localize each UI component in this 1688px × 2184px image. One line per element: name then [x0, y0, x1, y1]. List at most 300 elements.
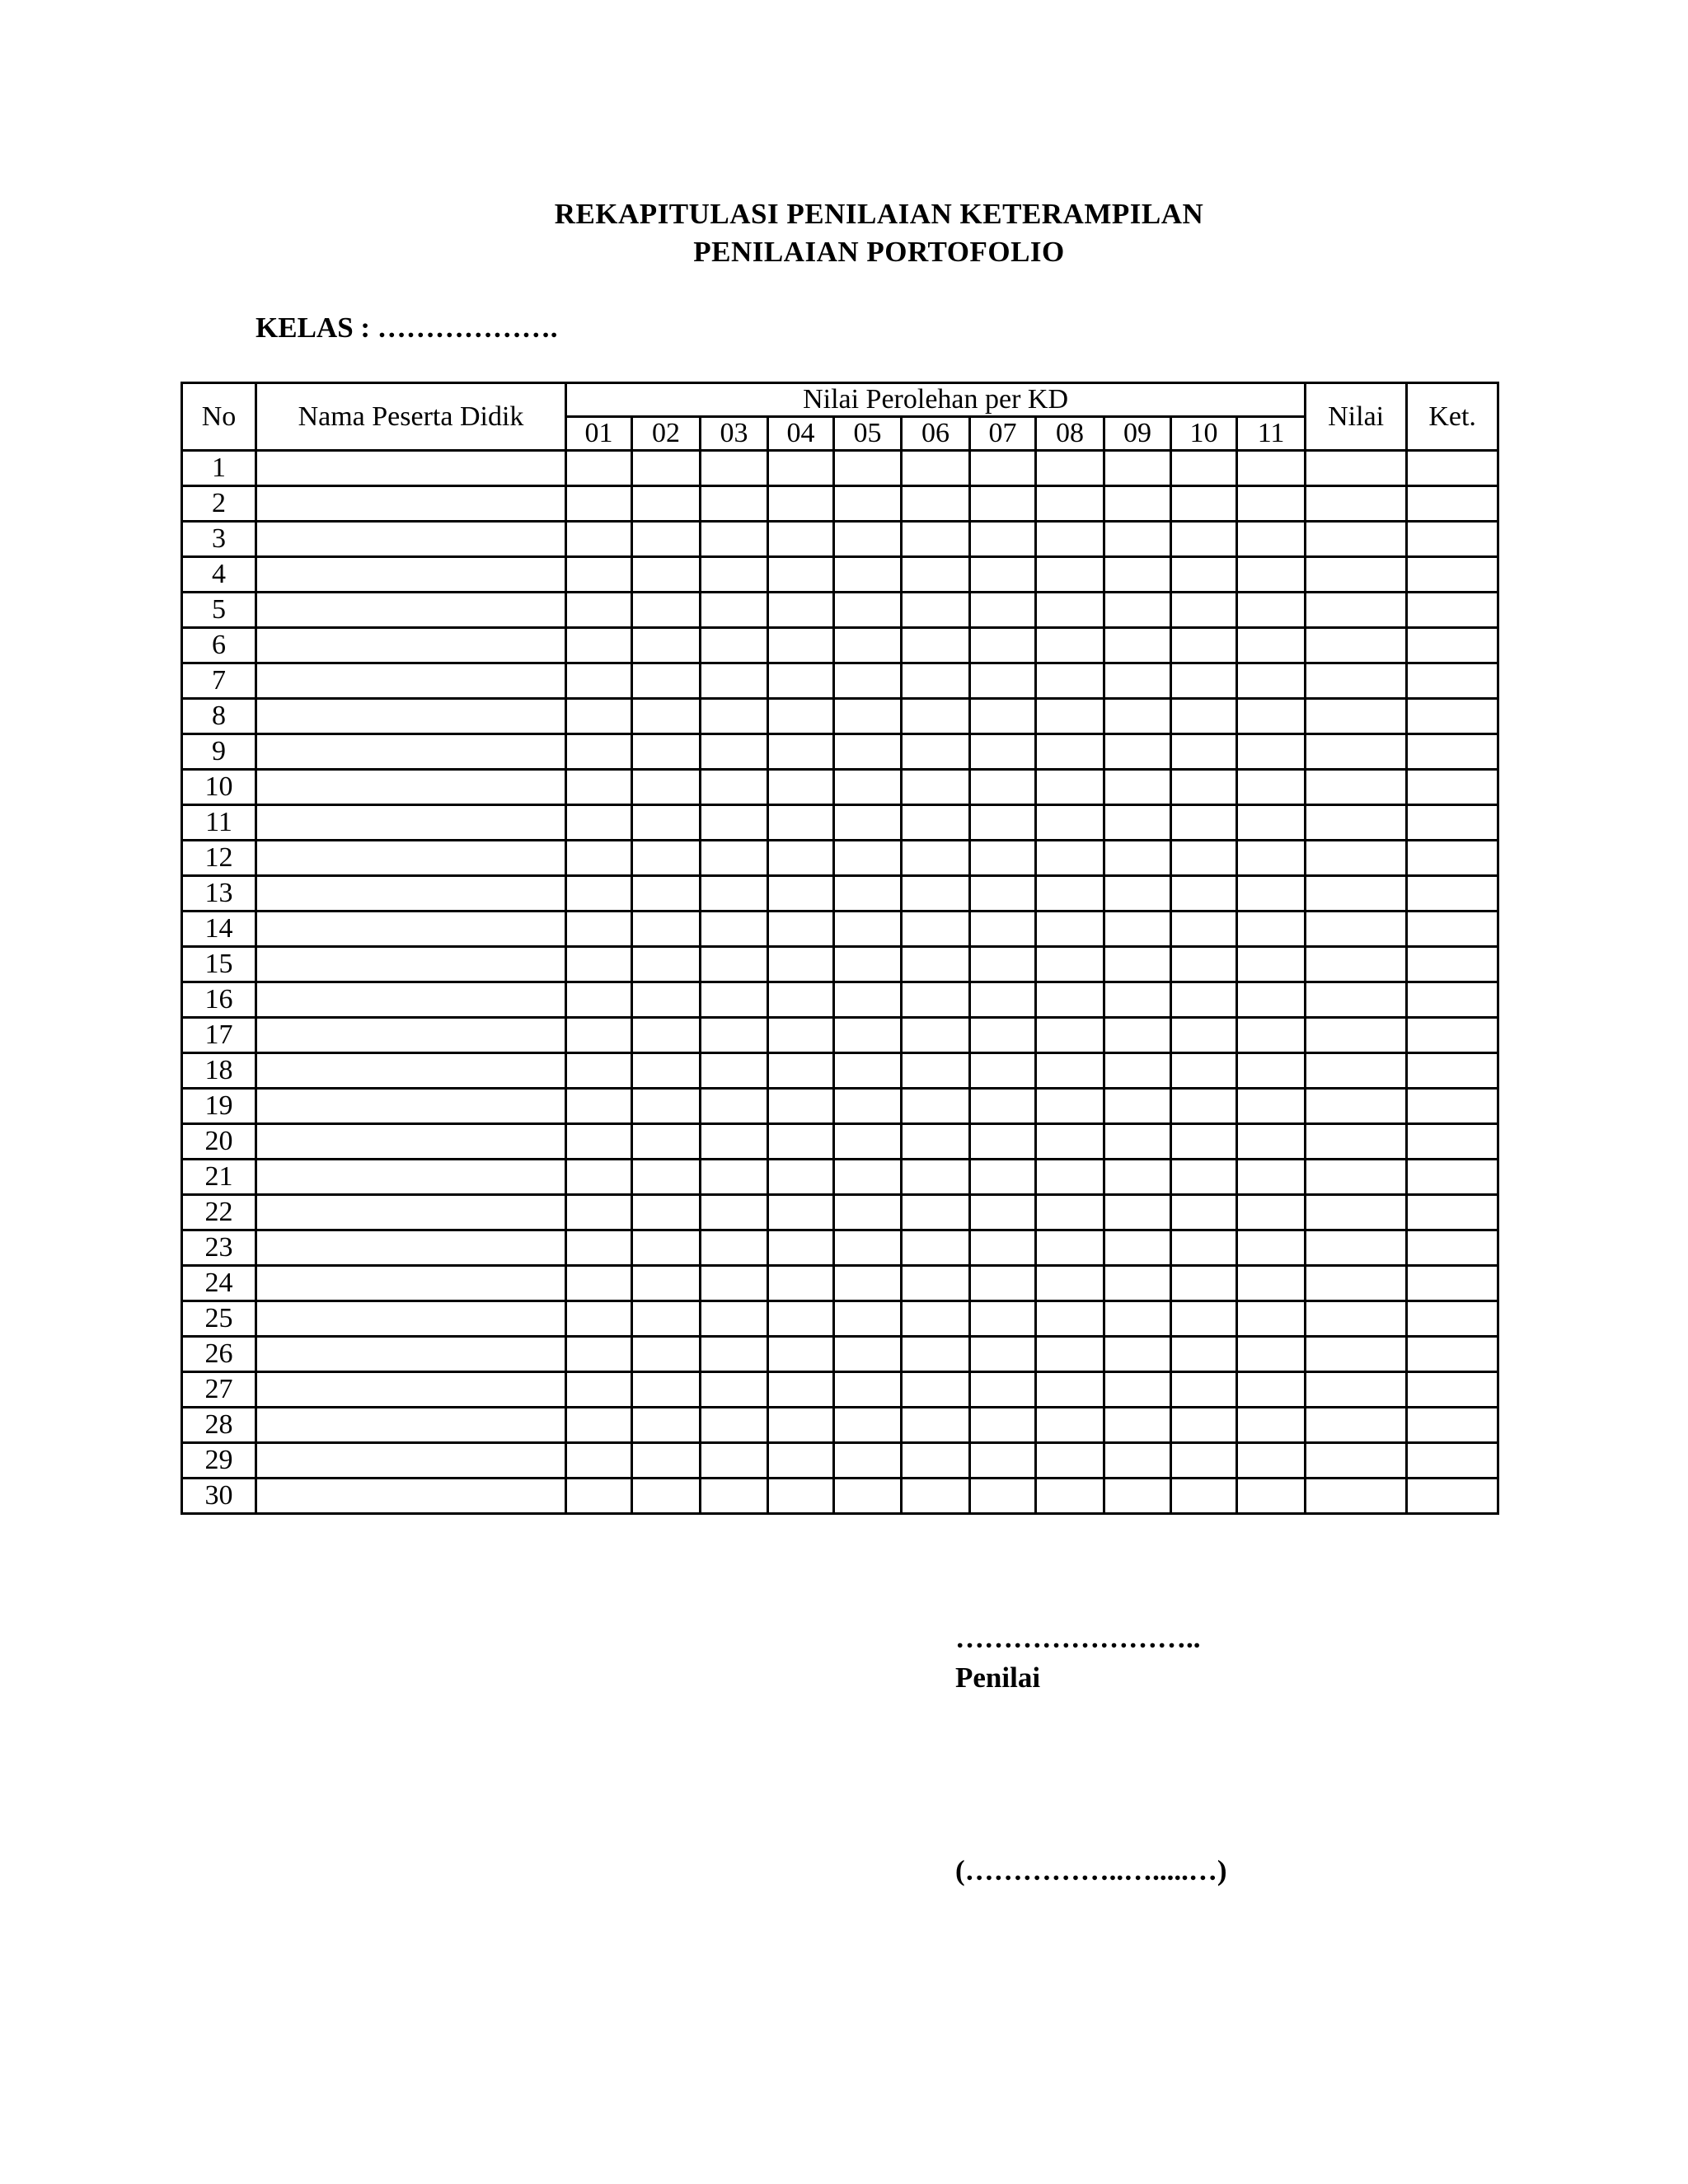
kd-score-cell[interactable] — [1036, 1230, 1104, 1266]
kd-score-cell[interactable] — [1104, 628, 1171, 663]
kd-score-cell[interactable] — [1104, 522, 1171, 557]
kd-score-cell[interactable] — [1036, 663, 1104, 699]
kd-score-cell[interactable] — [970, 1372, 1036, 1408]
kd-score-cell[interactable] — [1171, 1372, 1237, 1408]
kd-score-cell[interactable] — [1036, 1408, 1104, 1443]
kd-score-cell[interactable] — [768, 876, 834, 912]
kd-score-cell[interactable] — [566, 841, 632, 876]
kd-score-cell[interactable] — [632, 982, 701, 1018]
kd-score-cell[interactable] — [768, 1089, 834, 1124]
kd-score-cell[interactable] — [1036, 1266, 1104, 1301]
kd-score-cell[interactable] — [1104, 947, 1171, 982]
kd-score-cell[interactable] — [1171, 1018, 1237, 1053]
kd-score-cell[interactable] — [768, 1337, 834, 1372]
nilai-cell[interactable] — [1306, 1195, 1407, 1230]
ket-cell[interactable] — [1407, 1160, 1498, 1195]
name-cell[interactable] — [256, 841, 566, 876]
kd-score-cell[interactable] — [1237, 1053, 1306, 1089]
kd-score-cell[interactable] — [834, 1479, 902, 1514]
kd-score-cell[interactable] — [1171, 1301, 1237, 1337]
kd-score-cell[interactable] — [834, 1337, 902, 1372]
kd-score-cell[interactable] — [768, 1230, 834, 1266]
kd-score-cell[interactable] — [1104, 451, 1171, 486]
kd-score-cell[interactable] — [1036, 1053, 1104, 1089]
kd-score-cell[interactable] — [1104, 593, 1171, 628]
kd-score-cell[interactable] — [701, 1266, 768, 1301]
kd-score-cell[interactable] — [701, 1018, 768, 1053]
kd-score-cell[interactable] — [768, 486, 834, 522]
kd-score-cell[interactable] — [566, 1195, 632, 1230]
kd-score-cell[interactable] — [768, 1160, 834, 1195]
kd-score-cell[interactable] — [1171, 912, 1237, 947]
kd-score-cell[interactable] — [566, 912, 632, 947]
name-cell[interactable] — [256, 1053, 566, 1089]
kd-score-cell[interactable] — [1171, 1053, 1237, 1089]
name-cell[interactable] — [256, 770, 566, 805]
kd-score-cell[interactable] — [566, 1301, 632, 1337]
kd-score-cell[interactable] — [1104, 1337, 1171, 1372]
kd-score-cell[interactable] — [834, 1443, 902, 1479]
kd-score-cell[interactable] — [834, 1195, 902, 1230]
name-cell[interactable] — [256, 805, 566, 841]
kd-score-cell[interactable] — [1104, 1195, 1171, 1230]
nilai-cell[interactable] — [1306, 522, 1407, 557]
kd-score-cell[interactable] — [1237, 982, 1306, 1018]
kd-score-cell[interactable] — [632, 876, 701, 912]
kd-score-cell[interactable] — [1171, 663, 1237, 699]
kd-score-cell[interactable] — [701, 770, 768, 805]
kd-score-cell[interactable] — [970, 486, 1036, 522]
kd-score-cell[interactable] — [768, 982, 834, 1018]
kd-score-cell[interactable] — [1237, 451, 1306, 486]
name-cell[interactable] — [256, 557, 566, 593]
kd-score-cell[interactable] — [970, 912, 1036, 947]
kd-score-cell[interactable] — [1237, 770, 1306, 805]
kd-score-cell[interactable] — [632, 699, 701, 734]
kd-score-cell[interactable] — [1171, 1337, 1237, 1372]
kd-score-cell[interactable] — [1237, 805, 1306, 841]
ket-cell[interactable] — [1407, 805, 1498, 841]
kd-score-cell[interactable] — [1237, 1124, 1306, 1160]
ket-cell[interactable] — [1407, 1053, 1498, 1089]
kd-score-cell[interactable] — [970, 451, 1036, 486]
kd-score-cell[interactable] — [902, 1337, 970, 1372]
kd-score-cell[interactable] — [701, 1372, 768, 1408]
kd-score-cell[interactable] — [701, 1053, 768, 1089]
kd-score-cell[interactable] — [701, 699, 768, 734]
nilai-cell[interactable] — [1306, 663, 1407, 699]
kd-score-cell[interactable] — [834, 486, 902, 522]
kd-score-cell[interactable] — [566, 1124, 632, 1160]
kd-score-cell[interactable] — [632, 770, 701, 805]
kd-score-cell[interactable] — [834, 1124, 902, 1160]
kd-score-cell[interactable] — [1171, 522, 1237, 557]
kd-score-cell[interactable] — [902, 1089, 970, 1124]
kd-score-cell[interactable] — [566, 734, 632, 770]
name-cell[interactable] — [256, 628, 566, 663]
ket-cell[interactable] — [1407, 1089, 1498, 1124]
kd-score-cell[interactable] — [1237, 1018, 1306, 1053]
kd-score-cell[interactable] — [902, 1124, 970, 1160]
kd-score-cell[interactable] — [970, 628, 1036, 663]
kd-score-cell[interactable] — [701, 947, 768, 982]
kd-score-cell[interactable] — [1104, 1124, 1171, 1160]
kd-score-cell[interactable] — [1237, 486, 1306, 522]
nilai-cell[interactable] — [1306, 947, 1407, 982]
kd-score-cell[interactable] — [566, 593, 632, 628]
kd-score-cell[interactable] — [902, 1443, 970, 1479]
kd-score-cell[interactable] — [566, 628, 632, 663]
nilai-cell[interactable] — [1306, 1301, 1407, 1337]
kd-score-cell[interactable] — [834, 770, 902, 805]
kd-score-cell[interactable] — [1237, 593, 1306, 628]
kd-score-cell[interactable] — [632, 1195, 701, 1230]
kd-score-cell[interactable] — [701, 1443, 768, 1479]
name-cell[interactable] — [256, 451, 566, 486]
kd-score-cell[interactable] — [768, 1479, 834, 1514]
name-cell[interactable] — [256, 1124, 566, 1160]
kd-score-cell[interactable] — [1171, 734, 1237, 770]
kd-score-cell[interactable] — [834, 1230, 902, 1266]
ket-cell[interactable] — [1407, 770, 1498, 805]
kd-score-cell[interactable] — [768, 451, 834, 486]
kd-score-cell[interactable] — [834, 1018, 902, 1053]
nilai-cell[interactable] — [1306, 912, 1407, 947]
kd-score-cell[interactable] — [902, 947, 970, 982]
kd-score-cell[interactable] — [701, 876, 768, 912]
nilai-cell[interactable] — [1306, 1266, 1407, 1301]
name-cell[interactable] — [256, 1089, 566, 1124]
kd-score-cell[interactable] — [768, 770, 834, 805]
kd-score-cell[interactable] — [1171, 451, 1237, 486]
kd-score-cell[interactable] — [768, 593, 834, 628]
kd-score-cell[interactable] — [632, 1408, 701, 1443]
kd-score-cell[interactable] — [1237, 1337, 1306, 1372]
kd-score-cell[interactable] — [701, 1408, 768, 1443]
name-cell[interactable] — [256, 982, 566, 1018]
kd-score-cell[interactable] — [970, 522, 1036, 557]
ket-cell[interactable] — [1407, 1372, 1498, 1408]
kd-score-cell[interactable] — [834, 1408, 902, 1443]
kd-score-cell[interactable] — [1036, 1124, 1104, 1160]
kd-score-cell[interactable] — [701, 734, 768, 770]
nilai-cell[interactable] — [1306, 805, 1407, 841]
kd-score-cell[interactable] — [970, 1337, 1036, 1372]
kd-score-cell[interactable] — [566, 1089, 632, 1124]
kd-score-cell[interactable] — [834, 593, 902, 628]
kd-score-cell[interactable] — [1104, 699, 1171, 734]
kd-score-cell[interactable] — [834, 1160, 902, 1195]
kd-score-cell[interactable] — [834, 1266, 902, 1301]
ket-cell[interactable] — [1407, 1230, 1498, 1266]
kd-score-cell[interactable] — [566, 1372, 632, 1408]
kd-score-cell[interactable] — [1237, 628, 1306, 663]
kd-score-cell[interactable] — [632, 663, 701, 699]
kd-score-cell[interactable] — [632, 734, 701, 770]
kd-score-cell[interactable] — [701, 522, 768, 557]
ket-cell[interactable] — [1407, 663, 1498, 699]
ket-cell[interactable] — [1407, 1124, 1498, 1160]
kd-score-cell[interactable] — [970, 1301, 1036, 1337]
kd-score-cell[interactable] — [632, 1230, 701, 1266]
kd-score-cell[interactable] — [768, 1124, 834, 1160]
kd-score-cell[interactable] — [1104, 486, 1171, 522]
kd-score-cell[interactable] — [566, 1337, 632, 1372]
kd-score-cell[interactable] — [768, 699, 834, 734]
nilai-cell[interactable] — [1306, 1230, 1407, 1266]
kd-score-cell[interactable] — [834, 451, 902, 486]
kd-score-cell[interactable] — [632, 1443, 701, 1479]
kd-score-cell[interactable] — [632, 628, 701, 663]
name-cell[interactable] — [256, 1301, 566, 1337]
kd-score-cell[interactable] — [1036, 876, 1104, 912]
kd-score-cell[interactable] — [1237, 1089, 1306, 1124]
kd-score-cell[interactable] — [566, 1408, 632, 1443]
kd-score-cell[interactable] — [1237, 912, 1306, 947]
kd-score-cell[interactable] — [1036, 770, 1104, 805]
kd-score-cell[interactable] — [1036, 1301, 1104, 1337]
kd-score-cell[interactable] — [970, 805, 1036, 841]
nilai-cell[interactable] — [1306, 841, 1407, 876]
kd-score-cell[interactable] — [1237, 1372, 1306, 1408]
kd-score-cell[interactable] — [902, 486, 970, 522]
kd-score-cell[interactable] — [566, 1160, 632, 1195]
kd-score-cell[interactable] — [701, 1301, 768, 1337]
kd-score-cell[interactable] — [834, 841, 902, 876]
kd-score-cell[interactable] — [701, 841, 768, 876]
kd-score-cell[interactable] — [1036, 805, 1104, 841]
kd-score-cell[interactable] — [768, 947, 834, 982]
kd-score-cell[interactable] — [970, 982, 1036, 1018]
kd-score-cell[interactable] — [566, 1230, 632, 1266]
kd-score-cell[interactable] — [1104, 557, 1171, 593]
kd-score-cell[interactable] — [1171, 699, 1237, 734]
kd-score-cell[interactable] — [970, 1266, 1036, 1301]
kd-score-cell[interactable] — [632, 593, 701, 628]
kd-score-cell[interactable] — [970, 1018, 1036, 1053]
ket-cell[interactable] — [1407, 522, 1498, 557]
name-cell[interactable] — [256, 1479, 566, 1514]
nilai-cell[interactable] — [1306, 451, 1407, 486]
kd-score-cell[interactable] — [902, 557, 970, 593]
kd-score-cell[interactable] — [970, 557, 1036, 593]
kd-score-cell[interactable] — [1036, 593, 1104, 628]
kd-score-cell[interactable] — [566, 947, 632, 982]
nilai-cell[interactable] — [1306, 593, 1407, 628]
kd-score-cell[interactable] — [701, 1479, 768, 1514]
kd-score-cell[interactable] — [632, 1053, 701, 1089]
kd-score-cell[interactable] — [834, 663, 902, 699]
kd-score-cell[interactable] — [566, 1443, 632, 1479]
kd-score-cell[interactable] — [1104, 1160, 1171, 1195]
name-cell[interactable] — [256, 1408, 566, 1443]
kd-score-cell[interactable] — [902, 1230, 970, 1266]
kd-score-cell[interactable] — [566, 805, 632, 841]
kd-score-cell[interactable] — [1104, 982, 1171, 1018]
nilai-cell[interactable] — [1306, 1053, 1407, 1089]
kd-score-cell[interactable] — [1036, 1443, 1104, 1479]
kd-score-cell[interactable] — [632, 1266, 701, 1301]
kd-score-cell[interactable] — [834, 699, 902, 734]
ket-cell[interactable] — [1407, 451, 1498, 486]
kd-score-cell[interactable] — [701, 982, 768, 1018]
kd-score-cell[interactable] — [768, 557, 834, 593]
kd-score-cell[interactable] — [1104, 1266, 1171, 1301]
name-cell[interactable] — [256, 699, 566, 734]
kd-score-cell[interactable] — [1036, 1160, 1104, 1195]
kd-score-cell[interactable] — [1036, 699, 1104, 734]
kd-score-cell[interactable] — [1104, 876, 1171, 912]
kd-score-cell[interactable] — [1036, 947, 1104, 982]
kd-score-cell[interactable] — [1237, 557, 1306, 593]
kd-score-cell[interactable] — [834, 876, 902, 912]
kd-score-cell[interactable] — [632, 1124, 701, 1160]
kd-score-cell[interactable] — [566, 1479, 632, 1514]
nilai-cell[interactable] — [1306, 486, 1407, 522]
kd-score-cell[interactable] — [1237, 734, 1306, 770]
kd-score-cell[interactable] — [768, 841, 834, 876]
kd-score-cell[interactable] — [970, 1089, 1036, 1124]
kd-score-cell[interactable] — [834, 805, 902, 841]
kd-score-cell[interactable] — [902, 734, 970, 770]
ket-cell[interactable] — [1407, 628, 1498, 663]
ket-cell[interactable] — [1407, 593, 1498, 628]
kd-score-cell[interactable] — [566, 1018, 632, 1053]
kd-score-cell[interactable] — [566, 1266, 632, 1301]
kd-score-cell[interactable] — [1237, 1230, 1306, 1266]
kd-score-cell[interactable] — [701, 805, 768, 841]
kd-score-cell[interactable] — [768, 1018, 834, 1053]
kd-score-cell[interactable] — [970, 1230, 1036, 1266]
kd-score-cell[interactable] — [768, 522, 834, 557]
kd-score-cell[interactable] — [632, 805, 701, 841]
kd-score-cell[interactable] — [902, 593, 970, 628]
kd-score-cell[interactable] — [768, 1372, 834, 1408]
kd-score-cell[interactable] — [1171, 1479, 1237, 1514]
name-cell[interactable] — [256, 522, 566, 557]
kd-score-cell[interactable] — [1171, 593, 1237, 628]
kd-score-cell[interactable] — [902, 1266, 970, 1301]
kd-score-cell[interactable] — [970, 663, 1036, 699]
kd-score-cell[interactable] — [1104, 1443, 1171, 1479]
kd-score-cell[interactable] — [902, 1018, 970, 1053]
kd-score-cell[interactable] — [1237, 876, 1306, 912]
kd-score-cell[interactable] — [1036, 451, 1104, 486]
kd-score-cell[interactable] — [902, 522, 970, 557]
kd-score-cell[interactable] — [1036, 557, 1104, 593]
kd-score-cell[interactable] — [1171, 876, 1237, 912]
kd-score-cell[interactable] — [632, 522, 701, 557]
kd-score-cell[interactable] — [970, 1195, 1036, 1230]
kd-score-cell[interactable] — [970, 1443, 1036, 1479]
kd-score-cell[interactable] — [768, 912, 834, 947]
kd-score-cell[interactable] — [566, 486, 632, 522]
kd-score-cell[interactable] — [834, 734, 902, 770]
kd-score-cell[interactable] — [970, 1160, 1036, 1195]
kd-score-cell[interactable] — [768, 1408, 834, 1443]
kd-score-cell[interactable] — [834, 557, 902, 593]
kd-score-cell[interactable] — [701, 557, 768, 593]
kd-score-cell[interactable] — [566, 522, 632, 557]
kd-score-cell[interactable] — [768, 1301, 834, 1337]
kd-score-cell[interactable] — [970, 1479, 1036, 1514]
nilai-cell[interactable] — [1306, 1160, 1407, 1195]
kd-score-cell[interactable] — [1171, 628, 1237, 663]
name-cell[interactable] — [256, 1443, 566, 1479]
kd-score-cell[interactable] — [1104, 1089, 1171, 1124]
kd-score-cell[interactable] — [1171, 1230, 1237, 1266]
kd-score-cell[interactable] — [902, 982, 970, 1018]
kd-score-cell[interactable] — [632, 912, 701, 947]
name-cell[interactable] — [256, 876, 566, 912]
kd-score-cell[interactable] — [632, 1301, 701, 1337]
kd-score-cell[interactable] — [701, 1337, 768, 1372]
kd-score-cell[interactable] — [1171, 1160, 1237, 1195]
kd-score-cell[interactable] — [632, 1372, 701, 1408]
kd-score-cell[interactable] — [1171, 1443, 1237, 1479]
kd-score-cell[interactable] — [768, 734, 834, 770]
kd-score-cell[interactable] — [1171, 1195, 1237, 1230]
nilai-cell[interactable] — [1306, 982, 1407, 1018]
ket-cell[interactable] — [1407, 1479, 1498, 1514]
kd-score-cell[interactable] — [632, 1018, 701, 1053]
name-cell[interactable] — [256, 734, 566, 770]
kd-score-cell[interactable] — [1104, 805, 1171, 841]
kd-score-cell[interactable] — [970, 1053, 1036, 1089]
kd-score-cell[interactable] — [902, 1479, 970, 1514]
kd-score-cell[interactable] — [1036, 1018, 1104, 1053]
nilai-cell[interactable] — [1306, 1124, 1407, 1160]
kd-score-cell[interactable] — [902, 699, 970, 734]
nilai-cell[interactable] — [1306, 734, 1407, 770]
nilai-cell[interactable] — [1306, 1408, 1407, 1443]
name-cell[interactable] — [256, 1195, 566, 1230]
kd-score-cell[interactable] — [970, 947, 1036, 982]
name-cell[interactable] — [256, 1230, 566, 1266]
kd-score-cell[interactable] — [902, 841, 970, 876]
kd-score-cell[interactable] — [970, 1408, 1036, 1443]
nilai-cell[interactable] — [1306, 1018, 1407, 1053]
kd-score-cell[interactable] — [1036, 1479, 1104, 1514]
kd-score-cell[interactable] — [1171, 982, 1237, 1018]
kd-score-cell[interactable] — [970, 734, 1036, 770]
kd-score-cell[interactable] — [1171, 486, 1237, 522]
nilai-cell[interactable] — [1306, 1372, 1407, 1408]
kd-score-cell[interactable] — [834, 1301, 902, 1337]
kd-score-cell[interactable] — [1036, 1337, 1104, 1372]
ket-cell[interactable] — [1407, 557, 1498, 593]
kd-score-cell[interactable] — [902, 1053, 970, 1089]
kd-score-cell[interactable] — [834, 947, 902, 982]
kd-score-cell[interactable] — [632, 451, 701, 486]
kd-score-cell[interactable] — [1036, 841, 1104, 876]
kd-score-cell[interactable] — [970, 593, 1036, 628]
kd-score-cell[interactable] — [1104, 1053, 1171, 1089]
kd-score-cell[interactable] — [632, 947, 701, 982]
kd-score-cell[interactable] — [902, 805, 970, 841]
kd-score-cell[interactable] — [902, 663, 970, 699]
kd-score-cell[interactable] — [1104, 1372, 1171, 1408]
kd-score-cell[interactable] — [970, 1124, 1036, 1160]
kd-score-cell[interactable] — [701, 1089, 768, 1124]
kd-score-cell[interactable] — [1237, 1479, 1306, 1514]
name-cell[interactable] — [256, 1160, 566, 1195]
kd-score-cell[interactable] — [902, 1195, 970, 1230]
ket-cell[interactable] — [1407, 912, 1498, 947]
kd-score-cell[interactable] — [1237, 1443, 1306, 1479]
kd-score-cell[interactable] — [1237, 663, 1306, 699]
ket-cell[interactable] — [1407, 1018, 1498, 1053]
